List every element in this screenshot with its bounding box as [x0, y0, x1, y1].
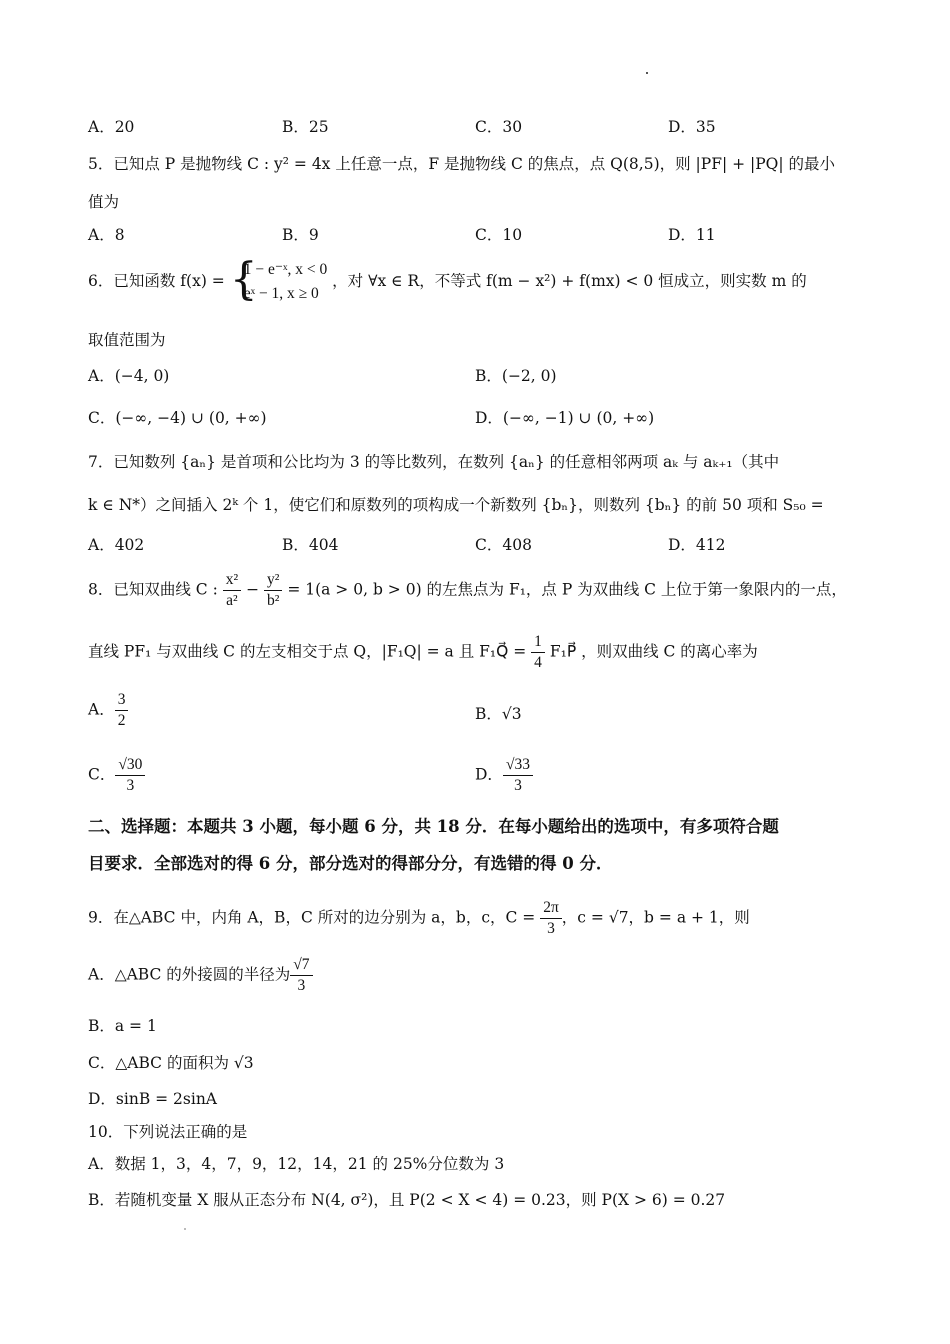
section2-heading-line2: 目要求．全部选对的得 6 分，部分选对的得部分分，有选错的得 0 分． — [88, 854, 613, 873]
q8-option-c-num: √30 — [115, 755, 145, 776]
q8-frac-x-num: x² — [223, 570, 241, 591]
q6-stem-line2: 取值范围为 — [88, 331, 166, 349]
q9-option-a-den: 3 — [297, 977, 306, 994]
q8-option-a-den: 2 — [117, 712, 126, 729]
q5-option-d: D．11 — [668, 226, 716, 244]
q8-option-d-num: √33 — [503, 755, 533, 776]
q10-stem: 10．下列说法正确的是 — [88, 1123, 248, 1141]
q6-option-d: D．(−∞, −1) ∪ (0, +∞) — [475, 409, 655, 427]
q8-frac-y-den: b² — [266, 592, 280, 609]
q7-stem-line1: 7．已知数列 {aₙ} 是首项和公比均为 3 的等比数列，在数列 {aₙ} 的任意相邻两项 aₖ 与 aₖ₊₁（其中 — [88, 453, 780, 471]
q7-option-b: B．404 — [282, 536, 339, 554]
q8-line2-frac — [531, 632, 545, 673]
q9-frac — [540, 898, 562, 939]
q8-line2-prefix: 直线 PF₁ 与双曲线 C 的左支相交于点 Q，|F₁Q| = a 且 F₁Q⃗ = — [88, 642, 532, 661]
q9-frac-num: 2π — [540, 898, 562, 919]
q8-option-c — [88, 755, 145, 796]
q5-stem-line1: 5．已知点 P 是抛物线 C : y² = 4x 上任意一点，F 是抛物线 C 的焦点，点 Q(8,5)，则 |PF| + |PQ| 的最小 — [88, 155, 836, 173]
q8-suffix: = 1(a > 0, b > 0) 的左焦点为 F₁，点 P 为双曲线 C 上位于第一象限内的一点， — [282, 580, 847, 599]
q6-prefix: 6．已知函数 f(x) = — [88, 272, 230, 290]
q5-option-c: C．10 — [475, 226, 523, 244]
q6-case2: eˣ − 1, x ≥ 0 — [243, 285, 319, 302]
q4-option-c: C．30 — [475, 118, 523, 136]
q6-brace: { — [229, 254, 258, 305]
q8-frac-x-den: a² — [226, 592, 238, 609]
q8-frac-y — [264, 570, 282, 611]
q7-option-a: A．402 — [88, 536, 145, 554]
q8-option-b: B．√3 — [475, 705, 522, 723]
q9-stem — [88, 898, 750, 939]
q8-stem-line2 — [88, 632, 758, 673]
q8-minus: − — [241, 580, 264, 599]
q8-option-c-den: 3 — [126, 777, 135, 794]
q8-stem-line1 — [88, 570, 847, 611]
q8-frac-y-num: y² — [264, 570, 282, 591]
q8-option-c-frac — [115, 755, 145, 796]
q9-option-a-num: √7 — [290, 955, 312, 976]
scan-mark — [184, 1228, 186, 1230]
q7-option-c: C．408 — [475, 536, 532, 554]
q6-stem-line1 — [88, 254, 807, 306]
q10-option-a: A．数据 1，3，4，7，9，12，14，21 的 25%分位数为 3 — [88, 1155, 505, 1173]
q8-line2-frac-num: 1 — [531, 632, 545, 653]
q8-option-d-label: D． — [475, 765, 503, 784]
q9-option-d: D．sinB = 2sinA — [88, 1090, 218, 1108]
q8-line2-frac-den: 4 — [534, 654, 542, 671]
q5-option-a: A．8 — [88, 226, 125, 244]
q8-option-d — [475, 755, 533, 796]
q8-frac-x — [223, 570, 241, 611]
q9-option-c: C．△ABC 的面积为 √3 — [88, 1054, 254, 1072]
q6-case1: 1 − e⁻ˣ, x < 0 — [243, 261, 328, 278]
section2-heading-line1: 二、选择题：本题共 3 小题，每小题 6 分，共 18 分．在每小题给出的选项中，有多项符合题 — [88, 817, 779, 836]
q4-option-a: A．20 — [88, 118, 135, 136]
q9-prefix: 9．在△ABC 中，内角 A，B，C 所对的边分别为 a，b，c，C = — [88, 908, 541, 927]
q8-option-c-label: C． — [88, 765, 116, 784]
q8-line2-suffix: F₁P⃗ ，则双曲线 C 的离心率为 — [544, 642, 758, 661]
q8-option-d-frac — [503, 755, 533, 796]
q8-option-a — [88, 690, 128, 731]
q6-option-c: C．(−∞, −4) ∪ (0, +∞) — [88, 409, 267, 427]
q4-option-b: B．25 — [282, 118, 329, 136]
q7-option-d: D．412 — [668, 536, 726, 554]
q9-option-a — [88, 955, 313, 996]
q5-option-b: B．9 — [282, 226, 319, 244]
q9-option-a-text: A．△ABC 的外接圆的半径为 — [88, 965, 291, 984]
q5-stem-line2: 值为 — [88, 193, 120, 211]
q8-option-d-den: 3 — [514, 777, 522, 794]
q8-option-a-frac — [115, 690, 129, 731]
q6-option-a: A．(−4, 0) — [88, 367, 170, 385]
q10-option-b: B．若随机变量 X 服从正态分布 N(4, σ²)，且 P(2 < X < 4) = 0.23，则 P(X > 6) = 0.27 — [88, 1191, 726, 1209]
q6-piecewise — [229, 254, 328, 306]
q6-suffix: ，对 ∀x ∈ R，不等式 f(m − x²) + f(mx) < 0 恒成立，则实数 m 的 — [332, 272, 807, 290]
scan-dot — [646, 72, 648, 74]
q6-option-b: B．(−2, 0) — [475, 367, 557, 385]
q9-suffix: ，c = √7，b = a + 1，则 — [561, 908, 750, 927]
q4-option-d: D．35 — [668, 118, 716, 136]
q9-frac-den: 3 — [547, 920, 555, 937]
q7-stem-line2: k ∈ N*）之间插入 2ᵏ 个 1，使它们和原数列的项构成一个新数列 {bₙ}，则数列 {bₙ} 的前 50 项和 S₅₀ = — [88, 496, 824, 514]
q8-option-a-label: A． — [88, 700, 115, 719]
q9-option-a-frac — [290, 955, 312, 996]
q9-option-b: B．a = 1 — [88, 1017, 157, 1035]
q8-prefix: 8．已知双曲线 C : — [88, 580, 223, 599]
q8-option-a-num: 3 — [115, 690, 129, 711]
